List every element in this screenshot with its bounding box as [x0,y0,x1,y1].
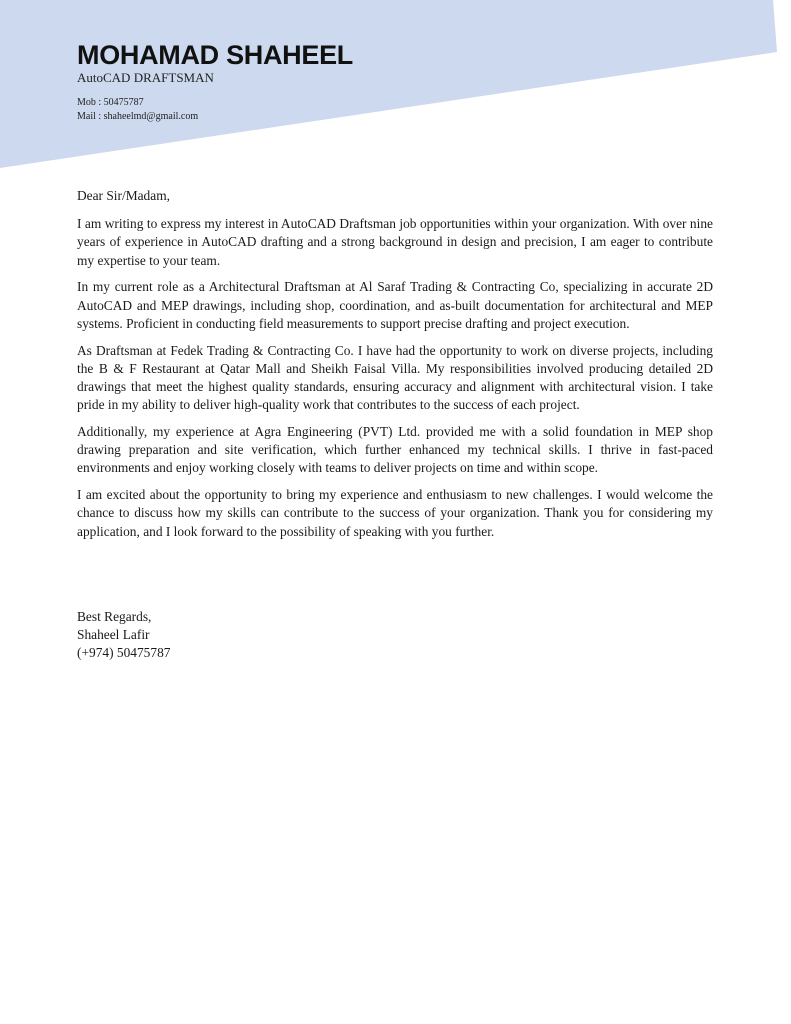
contact-mobile: Mob : 50475787 [77,97,144,108]
candidate-name: MOHAMAD SHAHEEL [77,40,353,70]
contact-email: Mail : shaheelmd@gmail.com [77,111,199,122]
paragraph-current-role: In my current role as a Architectural Draftsman at Al Saraf Trading & Contracting Co, specializing in accurate 2D AutoCAD and MEP drawings, including shop, coordination, and as-built documentation for architectural and MEP systems. Proficient in conducting field measurements to support precise drafting and project execution. [77,279,713,331]
paragraph-intro: I am writing to express my interest in AutoCAD Draftsman job opportunities within your organization. With over nine years of experience in AutoCAD drafting and a strong background in design and precision, I am eager to contribute my expertise to your team. [77,216,713,268]
salutation: Dear Sir/Madam, [77,188,170,203]
header-band [0,0,791,175]
closing-phrase: Best Regards, [77,609,152,624]
signature-phone: (+974) 50475787 [77,645,171,661]
letter-body [77,187,713,549]
signoff-block [77,608,170,663]
job-title: AutoCAD DRAFTSMAN [77,70,214,85]
paragraph-previous-role: As Draftsman at Fedek Trading & Contracting Co. I have had the opportunity to work on diverse projects, including the B & F Restaurant at Qatar Mall and Sheikh Faisal Villa. My responsibilities involved producing detailed 2D drawings that meet the highest quality standards, ensuring accuracy and alignment with architectural vision. I take pride in my ability to deliver high-quality work that contributes to the success of each project. [77,342,713,413]
signature-name: Shaheel Lafir [77,627,150,643]
paragraph-additional-experience: Additionally, my experience at Agra Engineering (PVT) Ltd. provided me with a solid foundation in MEP shop drawing preparation and site verification, which further enhanced my technical skills. I thrive in fast-paced environments and enjoy working closely with teams to deliver projects on time and within scope. [77,424,713,476]
paragraph-closing: I am excited about the opportunity to bring my experience and enthusiasm to new challenges. I would welcome the chance to discuss how my skills can contribute to the success of your organization. Thank you for considering my application, and I look forward to the possibility of speaking with you further. [77,487,713,539]
